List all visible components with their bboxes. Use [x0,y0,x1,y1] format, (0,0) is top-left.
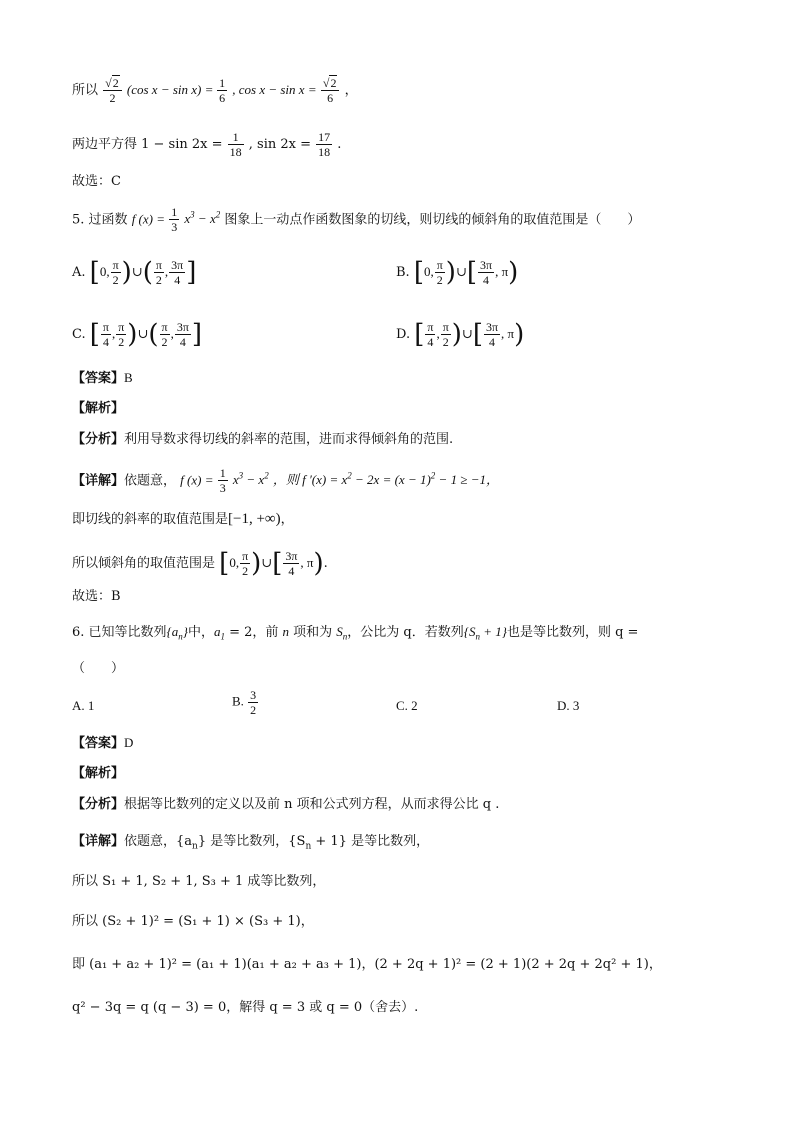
answer-6: 【答案】D [72,735,134,751]
analysis-5-heading: 【解析】 [72,401,125,416]
derivation-line-4: q² − 3q = q (q − 3) = 0，解得 q = 3 或 q = 0（舍去）. [72,1000,419,1015]
fraction-1-over-18: $\frac{1}{18}$ [229,130,242,159]
q6-option-d[interactable]: D. 3 [557,698,580,713]
q6-option-c[interactable]: C. 2 [396,698,418,713]
option-a[interactable]: A. [0, $\frac{\pi}{2}$ )∪( $\frac{\pi}{2}$ , $\frac{3\pi}{4}$ ] [72,257,197,288]
question-6-paren: （ ） [72,661,125,676]
slope-range-line: 即切线的斜率的取值范围是[−1, +∞)， [72,511,294,527]
fraction-1-over-6: $\frac{1}{6}$ [219,76,226,105]
option-c[interactable]: C. [ $\frac{\pi}{4}$ , $\frac{\pi}{2}$ )∪( $\frac{\pi}{2}$ , $\frac{3\pi}{4}$ ] [72,319,203,350]
question-5-stem: 5. 过函数 f (x) = $\frac{1}{3}$ $x^3 - x^2$ 图象上一动点作函数图象的切线，则切线的倾斜角的取值范围是（ ） [72,205,641,235]
text-prefix: 所以 [72,83,99,98]
option-d[interactable]: D. [ $\frac{\pi}{4}$ , $\frac{\pi}{2}$ )∪[ $\frac{3\pi}{4}$ , π) [396,319,525,350]
fraction-17-over-18: $\frac{17}{18}$ [318,130,331,159]
fraction-1-over-3: $\frac{1}{3}$ [171,205,178,235]
derivation-line-3: 即 (a₁ + a₂ + 1)² = (a₁ + 1)(a₁ + a₂ + a₃ + 1)，(2 + 2q + 1)² = (2 + 1)(2 + 2q + 2q² + 1)， [72,957,662,972]
q6-option-a[interactable]: A. 1 [72,698,95,713]
fraction-sqrt2-over-2: $\frac{√2}{2}$ [103,76,122,105]
fenxi-6: 【分析】根据等比数列的定义以及前 n 项和公式列方程，从而求得公比 q . [72,797,500,812]
line-sqrt2-over-2: 所以 $\frac{√2}{2}$ (cos x − sin x) = $\frac{1}{6}$ , cos x − sin x = $\frac{√2}{6}$ ， [72,76,358,105]
answer-choice-c: 故选：C [72,174,121,189]
fraction-sqrt2-over-6: $\frac{√2}{6}$ [321,76,340,105]
derivation-line-1: 所以 S₁ + 1, S₂ + 1, S₃ + 1 成等比数列， [72,874,326,889]
analysis-6-heading: 【解析】 [72,766,125,781]
answer-5: 【答案】B [72,370,133,386]
option-b[interactable]: B. [0, $\frac{\pi}{2}$ )∪[ $\frac{3\pi}{4}$ , π) [396,257,519,288]
xiangjie-5: 【详解】依题意， f (x) = $\frac{1}{3}$ $x^3 - x^2$ ，则 f $'(x) = x^2 - 2x = (x - 1)^2 - 1 \ge -1$， [72,466,499,496]
derivation-line-2: 所以 (S₂ + 1)² = (S₁ + 1) × (S₃ + 1)， [72,914,314,929]
answer-choice-b: 故选：B [72,589,121,604]
angle-range-line: 所以倾斜角的取值范围是 [0, $\frac{\pi}{2}$ )∪[ $\frac{3\pi}{4}$ , π). [72,548,328,579]
q6-option-b[interactable]: B. $\frac{3}{2}$ [232,688,257,717]
question-6-stem: 6. 已知等比数列$\{a_n\}$中，$a_1 = 2$，前 n 项和为 $S_n$，公比为 q．若数列$\{S_n + 1\}$也是等比数列，则 q = [72,624,639,642]
xiangjie-6: 【详解】依题意，$\{a_n\}$ 是等比数列，$\{S_n + 1\}$ 是等比数列， [72,834,430,852]
line-square-both-sides: 两边平方得 1 − sin 2x = $\frac{1}{18}$ , sin 2x = $\frac{17}{18}$ . [72,130,342,159]
fenxi-5: 【分析】利用导数求得切线的斜率的范围，进而求得倾斜角的范围. [72,432,454,447]
